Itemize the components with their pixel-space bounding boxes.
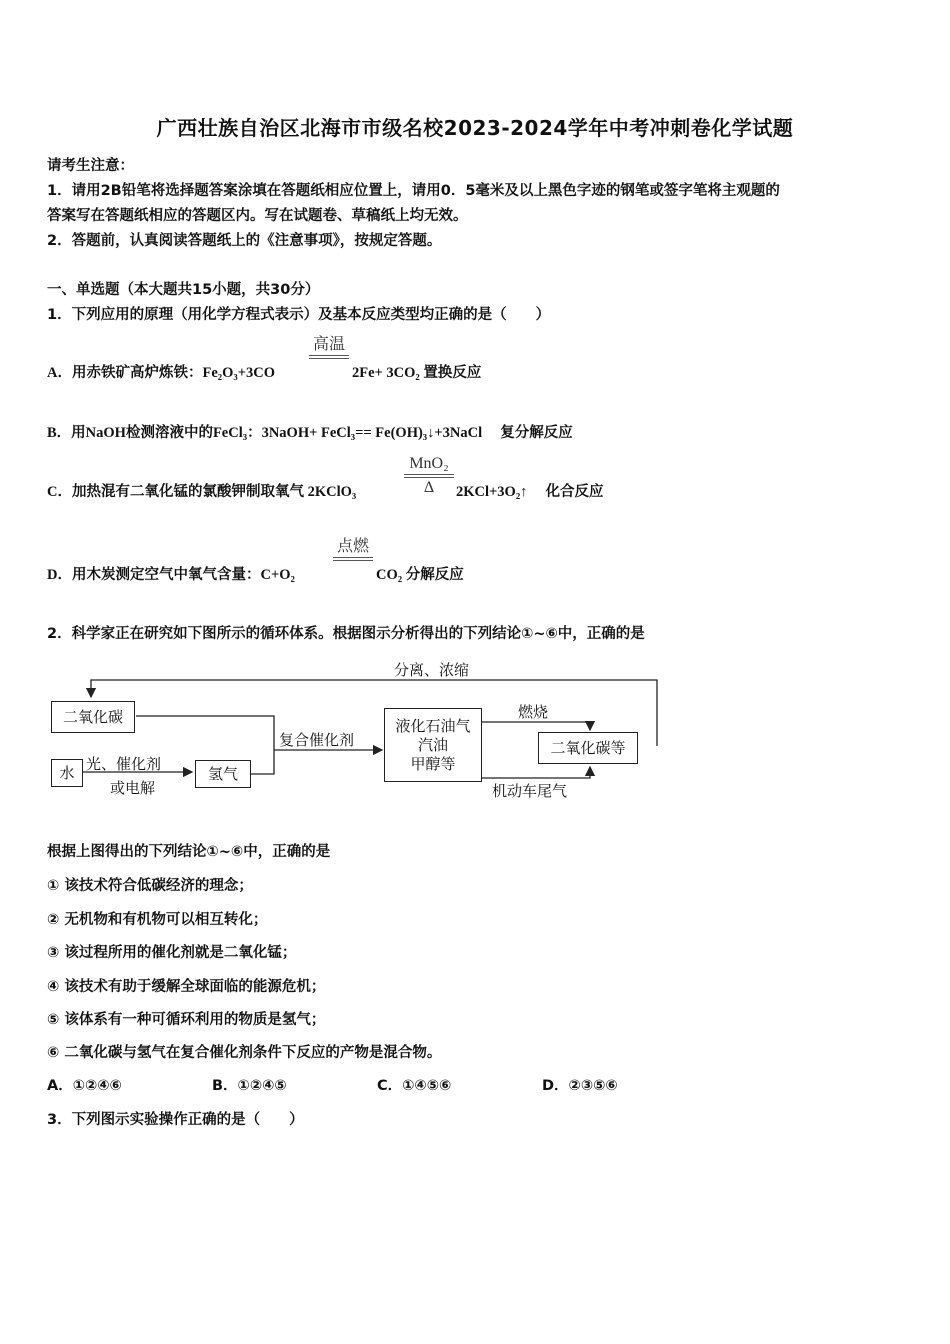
notice-line-1b: 答案写在答题纸相应的答题区内。写在试题卷、草稿纸上均无效。 [47,208,468,224]
q2-lead: 根据上图得出的下列结论①~⑥中，正确的是 [47,844,331,860]
hydrogen-box: 氢气 [195,760,251,788]
q1-option-c-right: 2KCl+3O₂↑ 化合反应 [456,484,604,500]
hydrogen-line [251,750,274,774]
q1-option-d-left: D．用木炭测定空气中氧气含量：C+O₂ [47,567,295,583]
q1-option-d-right: CO₂ 分解反应 [376,567,464,583]
condition-ignite: 点燃 [336,538,369,555]
compound-catalyst-label: 复合催化剂 [279,731,355,749]
question-1-stem: 1．下列应用的原理（用化学方程式表示）及基本反应类型均正确的是（ ） [47,307,551,323]
section-heading: 一、单选题（本大题共15小题，共30分） [47,282,320,298]
statement-2: ② 无机物和有机物可以相互转化； [47,912,268,928]
notice-line-2: 2．答题前，认真阅读答题纸上的《注意事项》，按规定答题。 [47,233,442,249]
condition-mno2: MnO₂ [409,455,449,472]
condition-heat: Δ [423,479,435,496]
question-3-stem: 3．下列图示实验操作正确的是（ ） [47,1112,304,1128]
condition-high-temp: 高温 [312,336,345,353]
exhaust-arrow [481,767,590,778]
q2-option-d[interactable]: D．②③⑤⑥ [542,1078,618,1094]
products-box [384,708,482,782]
product-lpg: 液化石油气 [395,716,471,735]
product-gasoline: 汽油 [417,735,448,754]
question-2-stem: 2．科学家正在研究如下图所示的循环体系。根据图示分析得出的下列结论①~⑥中，正确的是 [47,626,645,642]
separate-label: 分离、浓缩 [394,661,470,679]
co2-etc-box: 二氧化碳等 [538,732,638,764]
q2-option-c[interactable]: C．①④⑤⑥ [377,1078,452,1094]
notice-heading: 请考生注意： [47,158,134,174]
light-catalyst-label: 光、催化剂 [86,755,162,773]
q1-option-c-left: C．加热混有二氧化锰的氯酸钾制取氧气 2KClO₃ [47,484,357,500]
page-title: 广西壮族自治区北海市市级名校2023-2024学年中考冲刺卷化学试题 [156,116,794,140]
co2-box: 二氧化碳 [51,701,135,733]
statement-5: ⑤ 该体系有一种可循环利用的物质是氢气； [47,1012,326,1028]
q2-option-a[interactable]: A．①②④⑥ [47,1078,122,1094]
q1-option-b: B．用NaOH检测溶液中的FeCl₃：3NaOH+ FeCl₃== Fe(OH)₃↓+3NaCl 复分解反应 [47,425,573,441]
water-box: 水 [51,759,83,787]
statement-3: ③ 该过程所用的催化剂就是二氧化锰； [47,945,297,961]
statement-4: ④ 该技术有助于缓解全球面临的能源危机； [47,979,326,995]
product-methanol: 甲醇等 [410,754,456,773]
burn-arrow [481,722,590,730]
co2-line [136,716,274,750]
q1-option-a-right: 2Fe+ 3CO₂ 置换反应 [352,365,482,381]
electrolysis-label: 或电解 [110,779,156,797]
q2-option-b[interactable]: B．①②④⑤ [212,1078,287,1094]
q1-option-a-left: A．用赤铁矿高炉炼铁：Fe₂O₃+3CO [47,365,275,381]
statement-6: ⑥ 二氧化碳与氢气在复合催化剂条件下反应的产物是混合物。 [47,1045,442,1061]
statement-1: ① 该技术符合低碳经济的理念； [47,878,253,894]
notice-line-1a: 1．请用2B铅笔将选择题答案涂填在答题纸相应位置上，请用0．5毫米及以上黑色字迹的钢笔或签字笔将主观题的 [47,183,780,199]
burn-label: 燃烧 [518,703,549,721]
exhaust-label: 机动车尾气 [492,782,568,800]
